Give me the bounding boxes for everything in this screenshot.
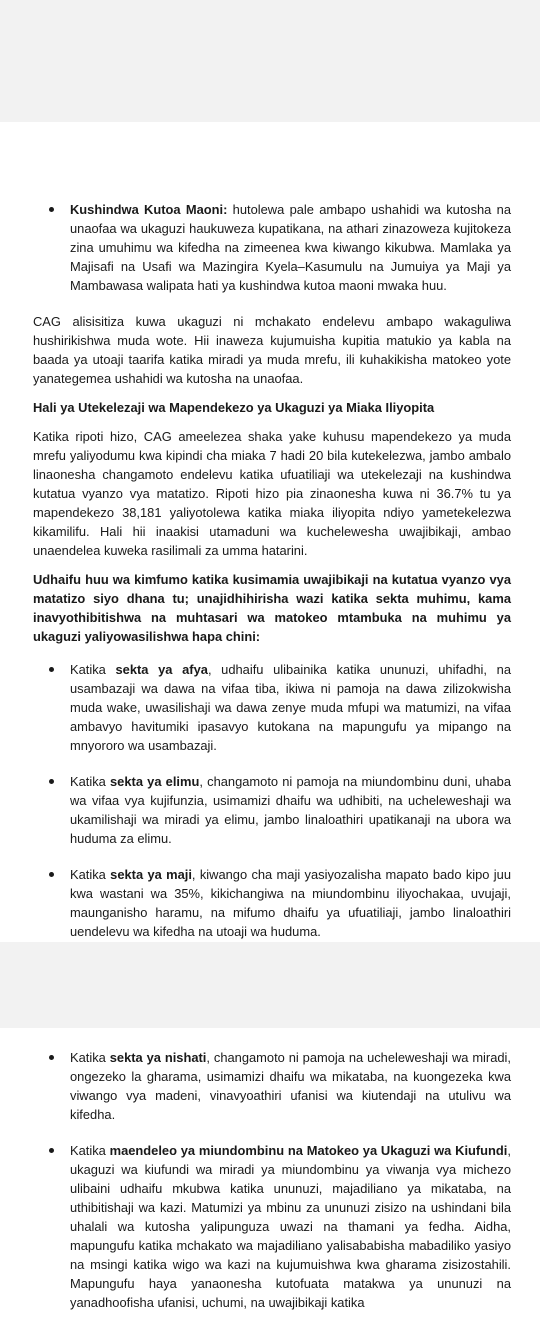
document-page-2 [0,1028,540,1310]
top-bullet-list [33,200,511,295]
page-2-content [33,1048,511,1329]
paragraph-systemic-weakness: Udhaifu huu wa kimfumo katika kusimamia uwajibikaji na kutatua vyanzo vya matatizo siyo dhana tu; unajidhihirisha wazi katika sekta muhimu, kama inavyothibitishwa na muhtasari wa matokeo mtambuka na muhimu ya ukaguzi yaliyowasilishwa hapa chini: [33,572,511,644]
list-item-text [70,1141,511,1312]
sector-name: sekta ya nishati [109,1050,207,1065]
list-item [33,200,511,295]
sector-list-continued [33,1048,511,1312]
list-item-body: , kiwango cha maji yasiyozalisha mapato bado kipo juu kwa wastani wa 35%, kikichangiwa na miundombinu iliyochakaa, uvujaji, maunganisho haramu, na mifumo dhaifu ya ufuatiliaji, jambo linaloathiri uendelevu wa kifedha na utoaji wa huduma. [70,867,511,939]
bullet-icon [49,1148,54,1153]
list-item-text [70,865,511,941]
document-page-1 [0,122,540,942]
paragraph-cag-continuous-audit: CAG alisisitiza kuwa ukaguzi ni mchakato endelevu ambapo wakaguliwa hushirikishwa muda wote. Hii inaweza kujumuisha kupitia matukio ya kabla na baada ya utoaji taarifa katika miradi ya muda mrefu, ili kuhakikisha matokeo yote yanategemea ushahidi wa kutosha na unaofaa. [33,314,511,386]
list-item-prefix: Katika [70,1050,110,1065]
list-item [33,660,511,755]
list-item-prefix: Katika [70,774,111,789]
list-item-body: , ukaguzi wa kiufundi wa miradi ya miundombinu ya viwanja vya michezo ulibaini udhaifu mkubwa katika ununuzi, majadiliano ya mikataba, na uthibitishaji wa kazi. Matumizi ya mbinu za ununuzi zisizo na ushindani bila uhalali wa kutosha yalipunguza uwazi na thamani ya fedha. Aidha, mapungufu katika mchakato wa majadiliano yalisababisha mabadiliko yasiyo na msingi katika wigo wa kazi na kujumuishwa kwa gharama zisizostahili. Mapungufu haya yanaonesha kutofuata matakwa ya ununuzi na yanadhoofisha ufanisi, uchumi, na uwajibikaji katika [70,1143,511,1310]
list-item [33,772,511,848]
list-item [33,865,511,941]
sector-name: maendeleo ya miundombinu na Matokeo ya Ukaguzi wa Kiufundi [109,1143,508,1158]
sector-list [33,660,511,941]
list-item-text [70,660,511,755]
bullet-icon [49,779,54,784]
sector-name: sekta ya elimu [110,774,200,789]
list-item-text [70,772,511,848]
sector-name: sekta ya afya [115,662,208,677]
list-item-body: hutolewa pale ambapo ushahidi wa kutosha na unaofaa wa ukaguzi haukuweza kupatikana, na athari zinazoweza kujitokeza zina umuhimu wa kifedha na zimeenea kwa kiwango kikubwa. Mamlaka ya Majisafi na Usafi wa Mazingira Kyela–Kasumulu na Jumuiya ya Maji ya Mambawasa walipata hati ya kushindwa kutoa maoni mwaka huu. [70,202,511,293]
page-gap-middle [0,942,540,1028]
bullet-icon [49,207,54,212]
list-item-body: , changamoto ni pamoja na ucheleweshaji wa miradi, ongezeko la gharama, usimamizi dhaifu wa mikataba, na kuongezeka kwa viwango vya madeni, vinavyoathiri ufanisi wa kiutendaji na utulivu wa kifedha. [70,1050,511,1122]
list-item-text [70,1048,511,1124]
list-item [33,1141,511,1312]
list-item-prefix: Katika [70,662,116,677]
list-item-body: , udhaifu ulibainika katika ununuzi, uhifadhi, na usambazaji wa dawa na vifaa tiba, ikiwa ni pamoja na dawa zilizokwisha muda wake, uwasilishaji wa dawa zenye muda mfupi wa matumizi, na vifaa ambavyo havitumiki ipasavyo kutokana na mapungufu ya mipango na mnyororo wa usambazaji. [70,662,511,753]
bullet-icon [49,872,54,877]
paragraph-recommendations-status: Katika ripoti hizo, CAG ameelezea shaka yake kuhusu mapendekezo ya muda mrefu yaliyodumu kwa kipindi cha miaka 7 hadi 20 bila kutekelezwa, jambo ambalo linaonesha changamoto endelevu katika ufuatiliaji wa utekelezaji na kushindwa kutatua vyanzo vya matatizo. Ripoti hizo pia zinaonesha kuwa ni 36.7% tu ya mapendekezo 38,181 yaliyotolewa katika miaka iliyopita ndiyo yametekelezwa kikamilifu. Hali hii inaakisi utamaduni wa kuchelewesha uwajibikaji, ambao unaendelea kuweka rasilimali za umma hatarini. [33,429,511,558]
section-heading: Hali ya Utekelezaji wa Mapendekezo ya Ukaguzi ya Miaka Iliyopita [33,400,435,415]
page-1-content [33,200,511,958]
bullet-icon [49,667,54,672]
page-gap-top [0,0,540,122]
list-item-lead: Kushindwa Kutoa Maoni: [70,202,228,217]
bullet-icon [49,1055,54,1060]
list-item-prefix: Katika [70,1143,110,1158]
list-item-body: , changamoto ni pamoja na miundombinu duni, uhaba wa vifaa vya kujifunzia, usimamizi dhaifu wa udhibiti, na ucheleweshaji wa ukamilishaji wa miradi ya elimu, jambo linaloathiri upatikanaji na ubora wa huduma za elimu. [70,774,511,846]
list-item [33,1048,511,1124]
sector-name: sekta ya maji [110,867,192,882]
list-item-text [70,200,511,295]
list-item-prefix: Katika [70,867,111,882]
